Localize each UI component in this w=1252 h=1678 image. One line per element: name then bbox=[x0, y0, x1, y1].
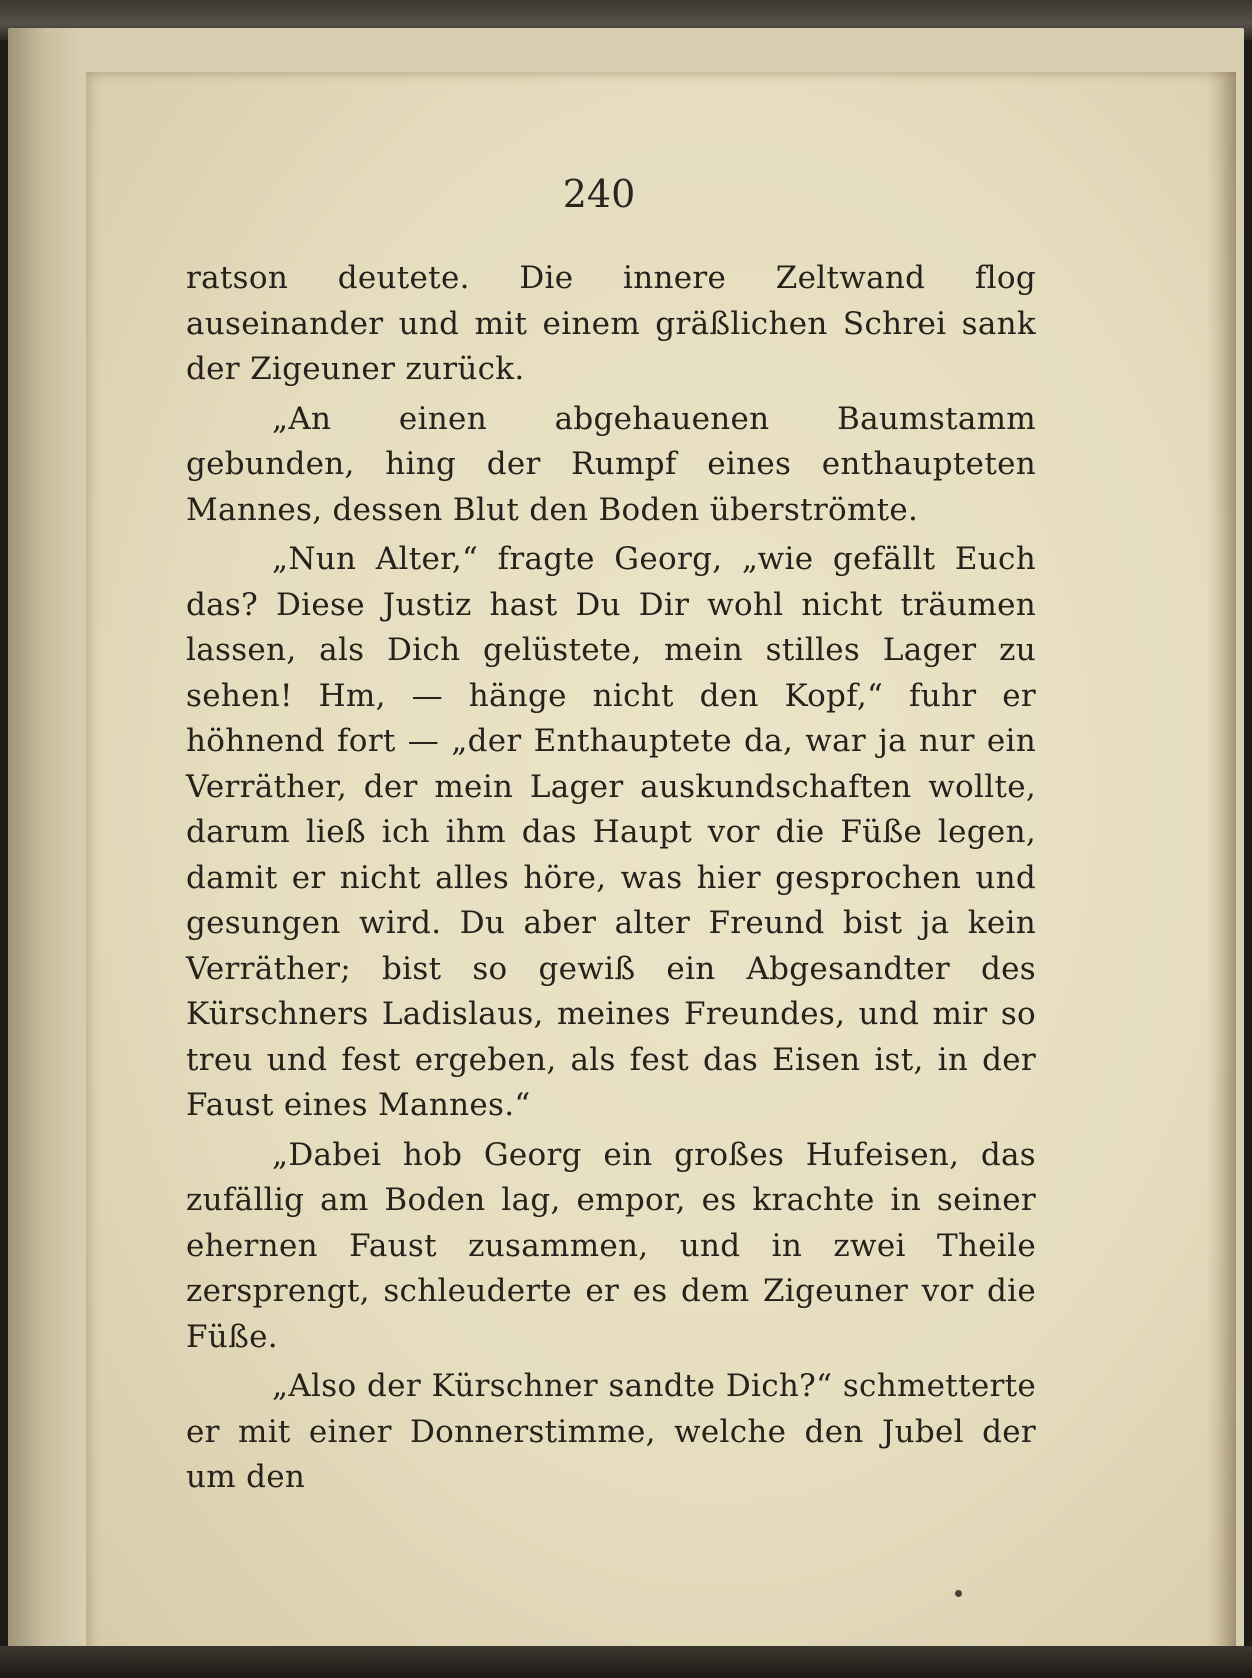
paragraph: ratson deutete. Die innere Zeltwand flog auseinander und mit einem gräßlichen Schrei sank der Zigeuner zurück. bbox=[186, 260, 1036, 387]
page-number: 240 bbox=[562, 172, 636, 216]
paragraph: „Also der Kürschner sandte Dich?“ schmetterte er mit einer Donnerstimme, welche den Jubel der um den bbox=[186, 1368, 1036, 1495]
paragraph: „Nun Alter,“ fragte Georg, „wie gefällt Euch das? Diese Justiz hast Du Dir wohl nicht träumen lassen, als Dich gelüstete, mein stilles Lager zu sehen! Hm, — hänge nicht den Kopf,“ fuhr er höhnend fort — „der Enthauptete da, war ja nur ein Verräther, der mein Lager auskundschaften wollte, darum ließ ich ihm das Haupt vor die Füße legen, damit er nicht alles höre, was hier gesprochen und gesungen wird. Du aber alter Freund bist ja kein Verräther; bist so gewiß ein Abgesandter des Kürschners Ladislaus, meines Freundes, und mir so treu und fest ergeben, als fest das Eisen ist, in der Faust eines Mannes.“ bbox=[186, 541, 1036, 1123]
paragraph: „An einen abgehauenen Baumstamm gebunden, hing der Rumpf eines enthaupteten Mannes, dessen Blut den Boden überströmte. bbox=[186, 400, 1036, 528]
page-gutter-shadow bbox=[1206, 72, 1236, 1672]
paragraph: „Dabei hob Georg ein großes Hufeisen, das zufällig am Boden lag, empor, es krachte in seiner ehernen Faust zusammen, und in zwei Theile zersprengt, schleuderte er es dem Zigeuner vor die Füße. bbox=[186, 1136, 1036, 1355]
paper-speck bbox=[955, 1590, 962, 1597]
book-bottom-edge bbox=[0, 1646, 1252, 1678]
body-text bbox=[186, 256, 1036, 1505]
